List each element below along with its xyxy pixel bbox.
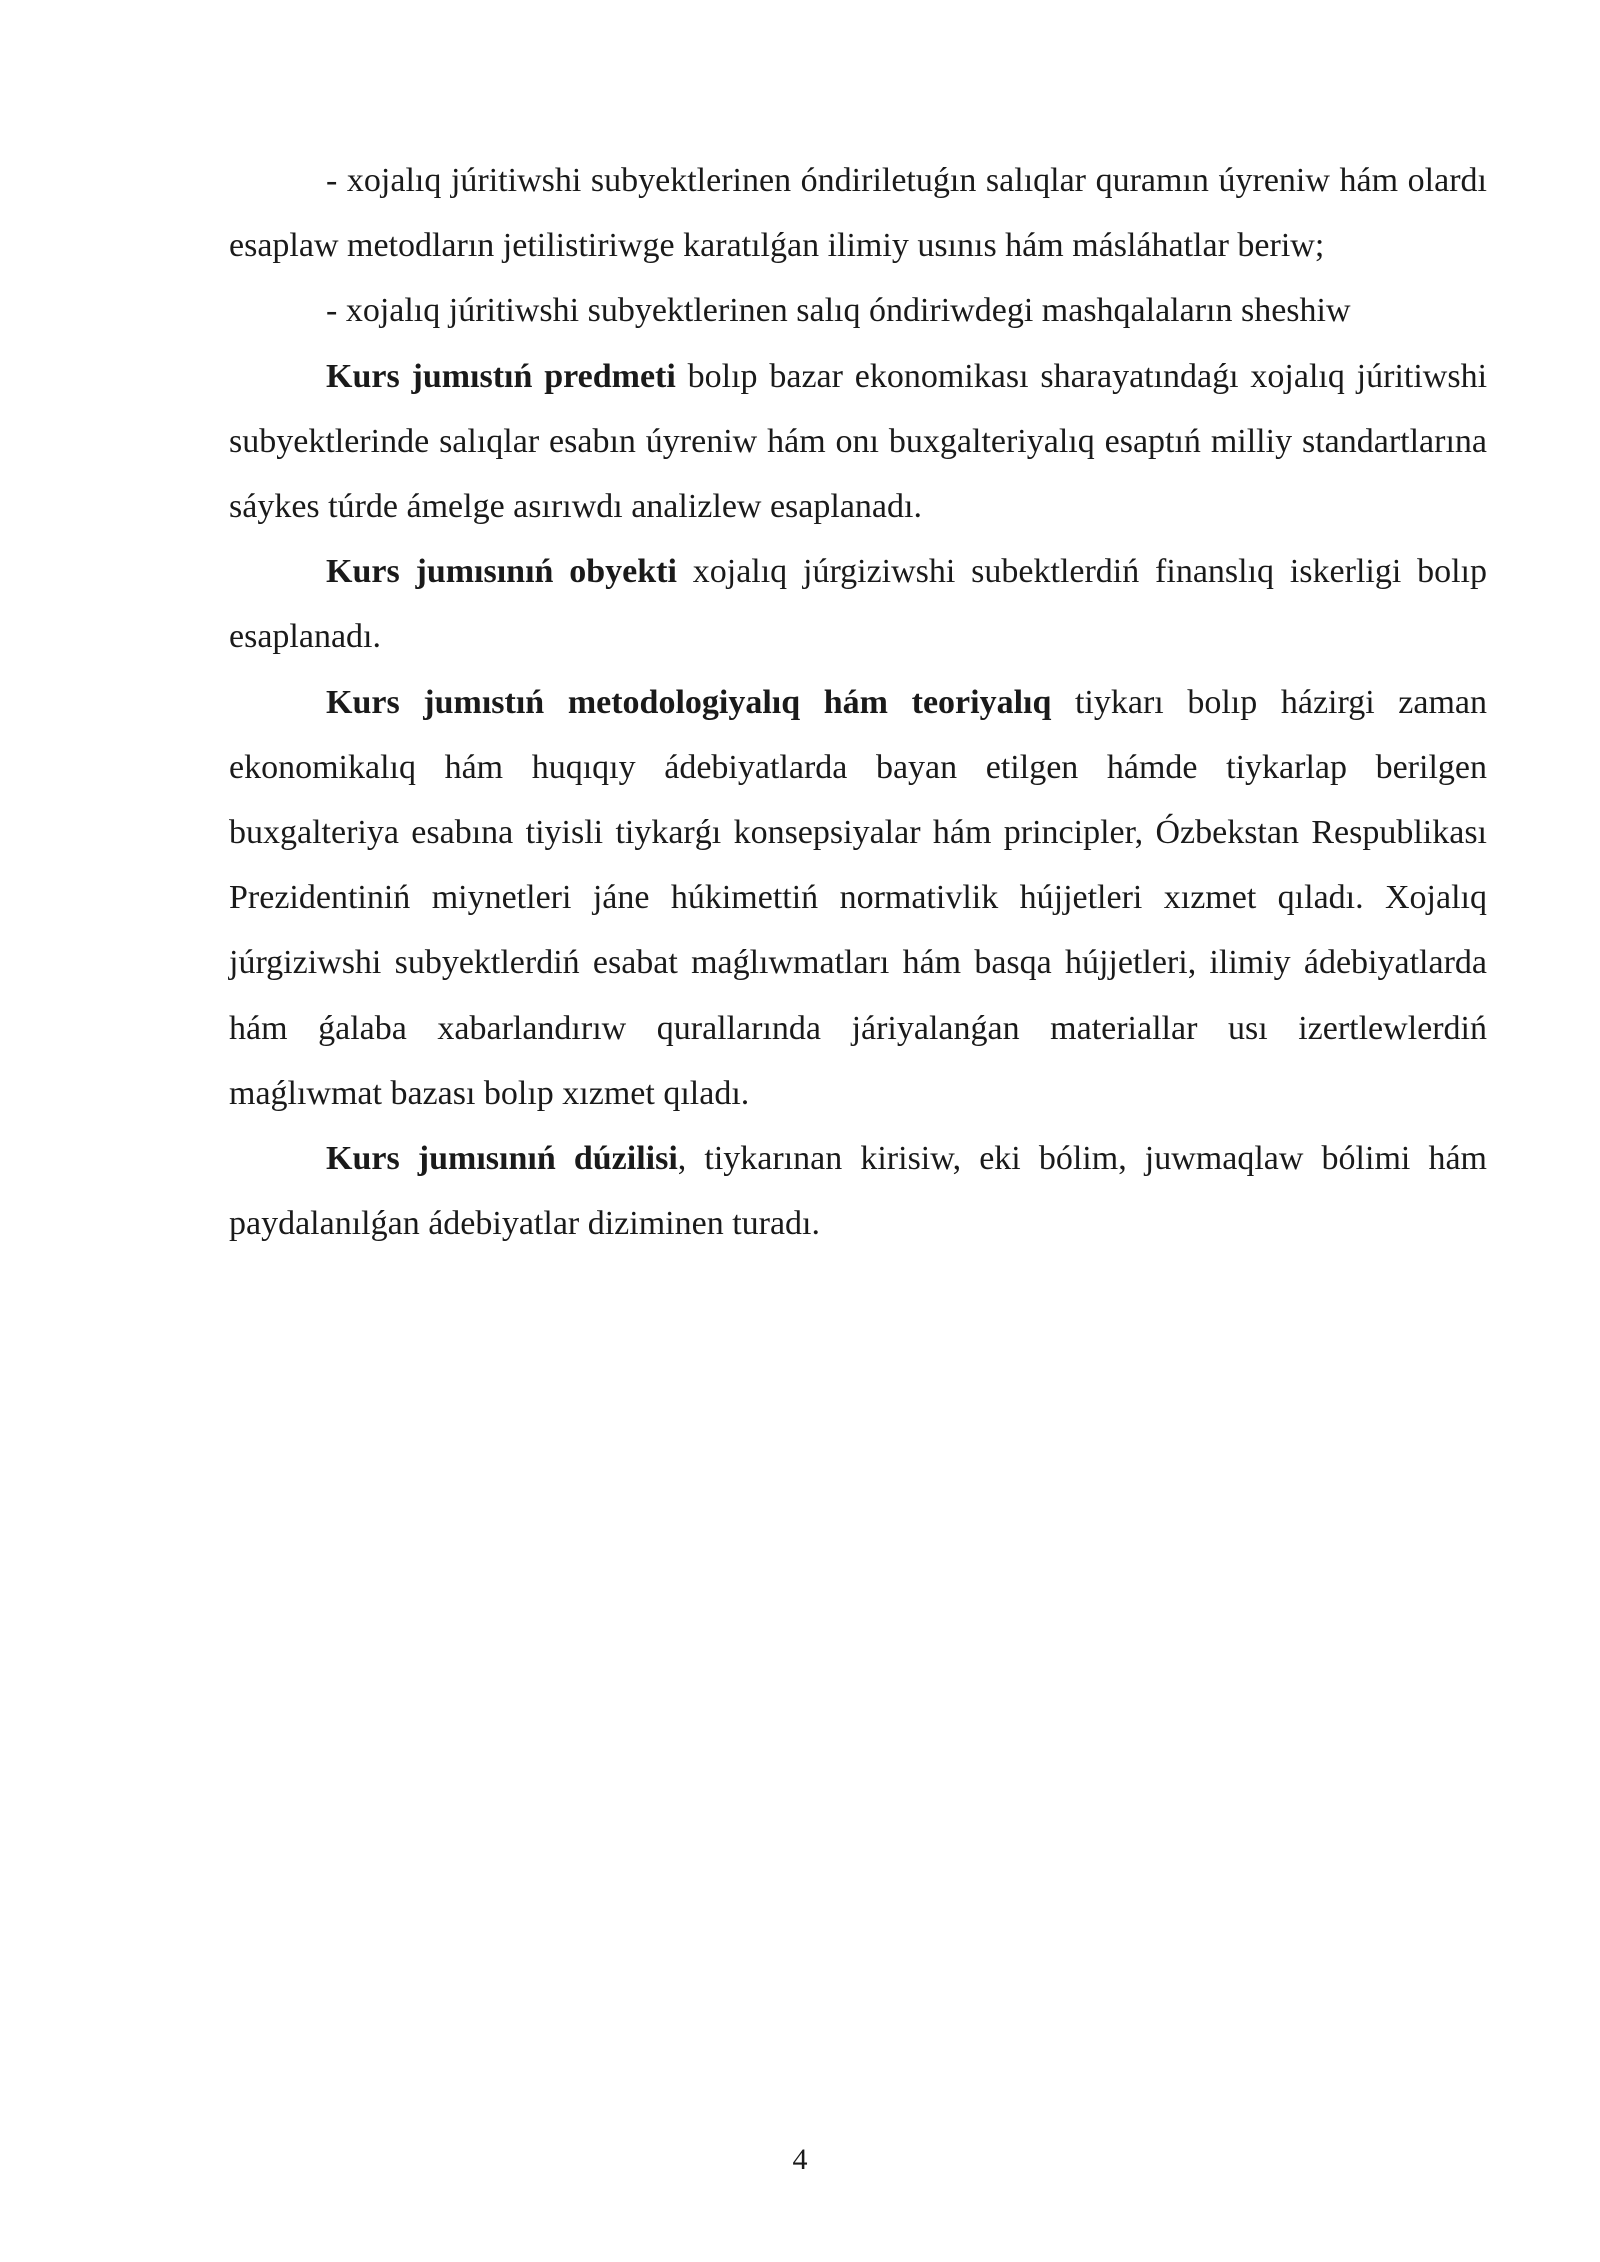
object-paragraph [229,539,1487,669]
structure-paragraph [229,1126,1487,1256]
subject-text: bolıp bazar ekonomikası sharayatındaǵı xojalıq júritiwshi subyektlerinde salıqlar esabın úyreniw hám onı buxgalteriyalıq esaptıń milliy standartlarına sáykes túrde ámelge asırıwdı analizlew esaplanadı. [229,357,1488,526]
page-number: 4 [792,2143,808,2176]
bullet-paragraph-1: - xojalıq júritiwshi subyektlerinen óndiriletuǵın salıqlar quramın úyreniw hám olardı esaplaw metodların jetilistiriwge karatılǵan ilimiy usınıs hám másláhatlar beriw; [229,162,1487,265]
document-body [229,148,1487,1256]
object-text: xojalıq júrgiziwshi subektlerdiń finanslıq iskerligi bolıp esaplanadı. [229,553,1487,656]
methodology-paragraph [229,670,1487,1126]
object-heading: Kurs jumısınıń obyekti [326,553,677,591]
bullet-paragraph-2: - xojalıq júritiwshi subyektlerinen salıq óndiriwdegi mashqalaların sheshiw [326,292,1351,330]
structure-heading: Kurs jumısınıń dúzilisi [326,1140,678,1178]
subject-paragraph [229,344,1487,540]
methodology-text: tiykarı bolıp házirgi zaman ekonomikalıq hám huqıqıy ádebiyatlarda bayan etilgen hámde tiykarlap berilgen buxgalteriya esabına tiyisli tiykarǵı konsepsiyalar hám principler, Ózbekstan Respublikası Prezidentiniń miynetleri jáne húkimettiń normativlik hújjetleri xızmet qıladı. Xojalıq júrgiziwshi subyektlerdiń esabat maǵlıwmatları hám basqa hújjetleri, ilimiy ádebiyatlarda hám ǵalaba xabarlandırıw qurallarında járiyalanǵan materiallar usı izertlewlerdiń maǵlıwmat bazası bolıp xızmet qıladı. [229,683,1487,1112]
subject-heading: Kurs jumıstıń predmeti [326,357,676,395]
structure-text: , tiykarınan kirisiw, eki bólim, juwmaqlaw bólimi hám paydalanılǵan ádebiyatlar diziminen turadı. [229,1140,1487,1243]
methodology-heading: Kurs jumıstıń metodologiyalıq hám teoriyalıq [326,683,1052,721]
